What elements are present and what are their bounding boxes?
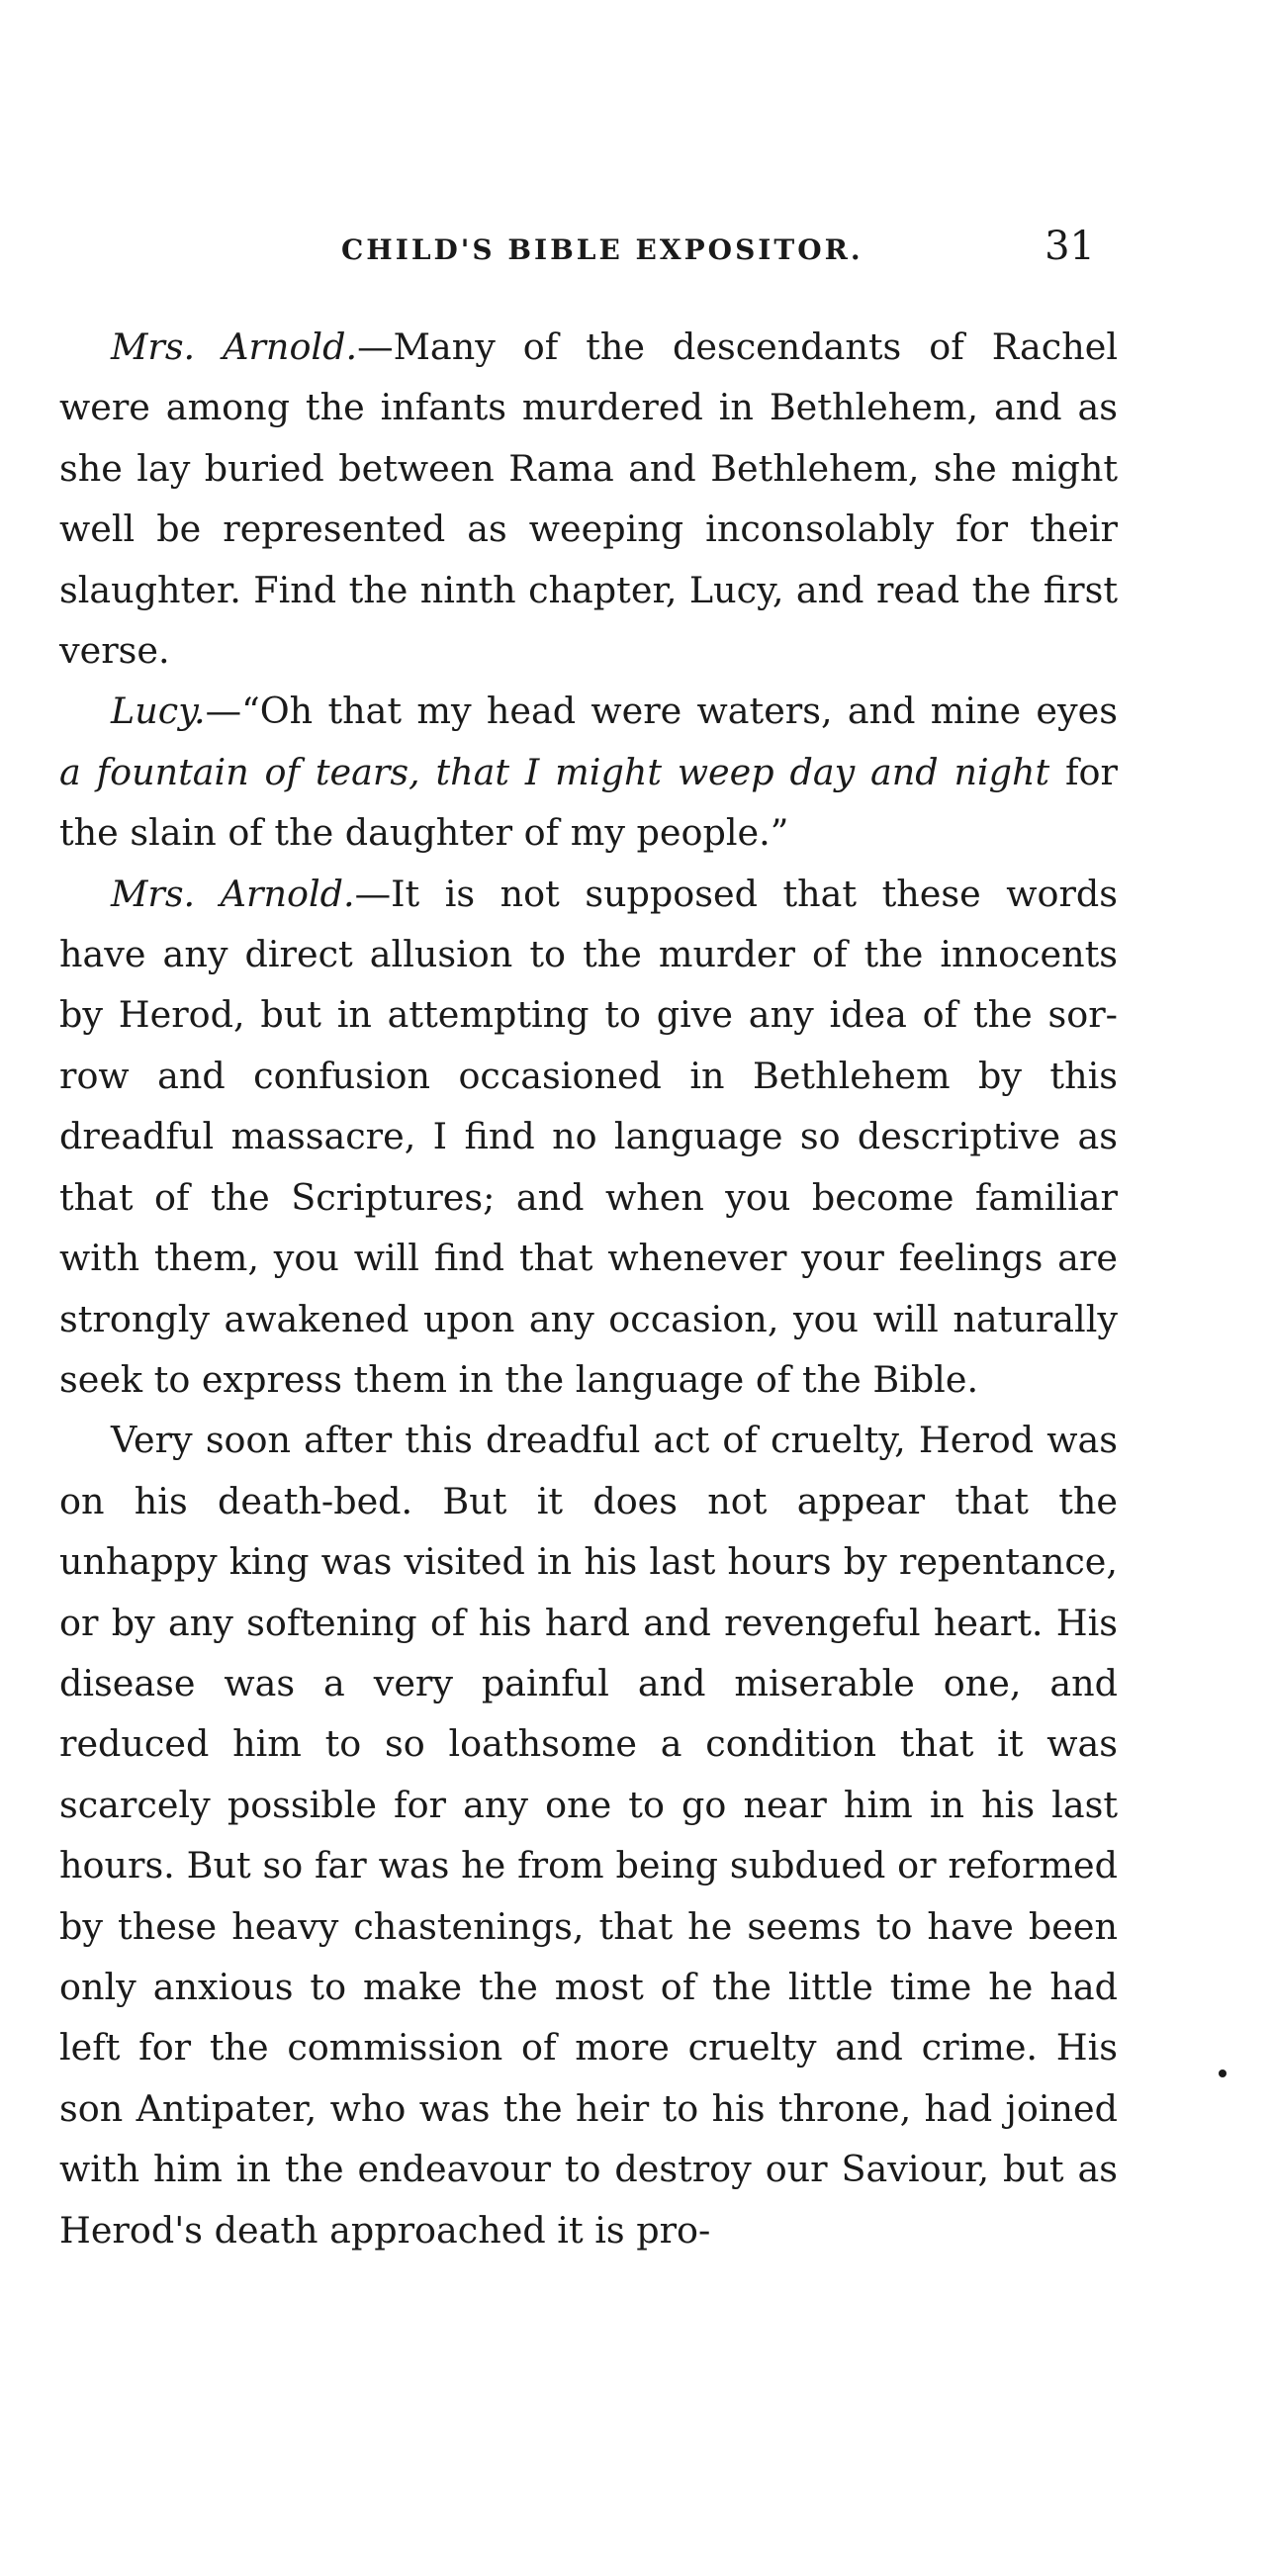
page-header xyxy=(341,224,1095,283)
margin-speck xyxy=(1219,2070,1227,2077)
paragraph-3 xyxy=(59,864,1118,1411)
paragraph-text: Very soon after this dreadful act of cruelty, Herod was on his death-bed. But it does not appear that the unhappy king was visited in his last hours by repentance, or by any softening of his hard and revengeful heart. His disease was a very painful and miserable one, and reduced him to so loathsome a condition that it was scarcely possible for any one to go near him in his last hours. But so far was he from being subdued or reformed by these heavy chastenings, that he seems to have been only anxious to make the most of the little time he had left for the commission of more cruelty and crime. His son Antipater, who was the heir to his throne, had joined with him in the endeavour to destroy our Saviour, but as Herod's death approached it is pro- xyxy=(59,1419,1118,2252)
paragraph-2 xyxy=(59,681,1118,863)
speaker-name: Lucy. xyxy=(111,690,206,733)
paragraph-text: —“Oh that my head were waters, and mine eyes xyxy=(205,690,1118,733)
paragraph-text: —It is not supposed that these words have any direct allusion to the murder of the innocents by Herod, but in attempting to give any idea of the sorrow and confusion occasioned in Bethlehem by this dreadful massacre, I find no language so descriptive as that of the Scriptures; and when you become familiar with them, you will find that whenever your feelings are strongly awakened upon any occasion, you will naturally seek to express them in the language of the Bible. xyxy=(59,872,1118,1401)
paragraph-1 xyxy=(59,317,1118,681)
page-number: 31 xyxy=(1045,224,1095,269)
running-head: CHILD'S BIBLE EXPOSITOR. xyxy=(341,233,863,266)
paragraph-4 xyxy=(59,1410,1118,2260)
paragraph-text: —Many of the descendants of Rachel were among the infants murdered in Bethlehem, and as she lay buried between Rama and Bethlehem, she might well be represented as weeping inconsolably for their slaughter. Find the ninth chapter, Lucy, and read the first verse. xyxy=(59,325,1119,673)
speaker-name: Mrs. Arnold. xyxy=(111,872,355,915)
paragraph-text-end: for the slain of the daughter of my people.” xyxy=(59,750,1118,855)
page-body xyxy=(59,317,1118,2260)
italic-quote: a fountain of tears, that I might weep day and night xyxy=(59,750,1050,793)
speaker-name: Mrs. Arnold. xyxy=(111,325,358,368)
